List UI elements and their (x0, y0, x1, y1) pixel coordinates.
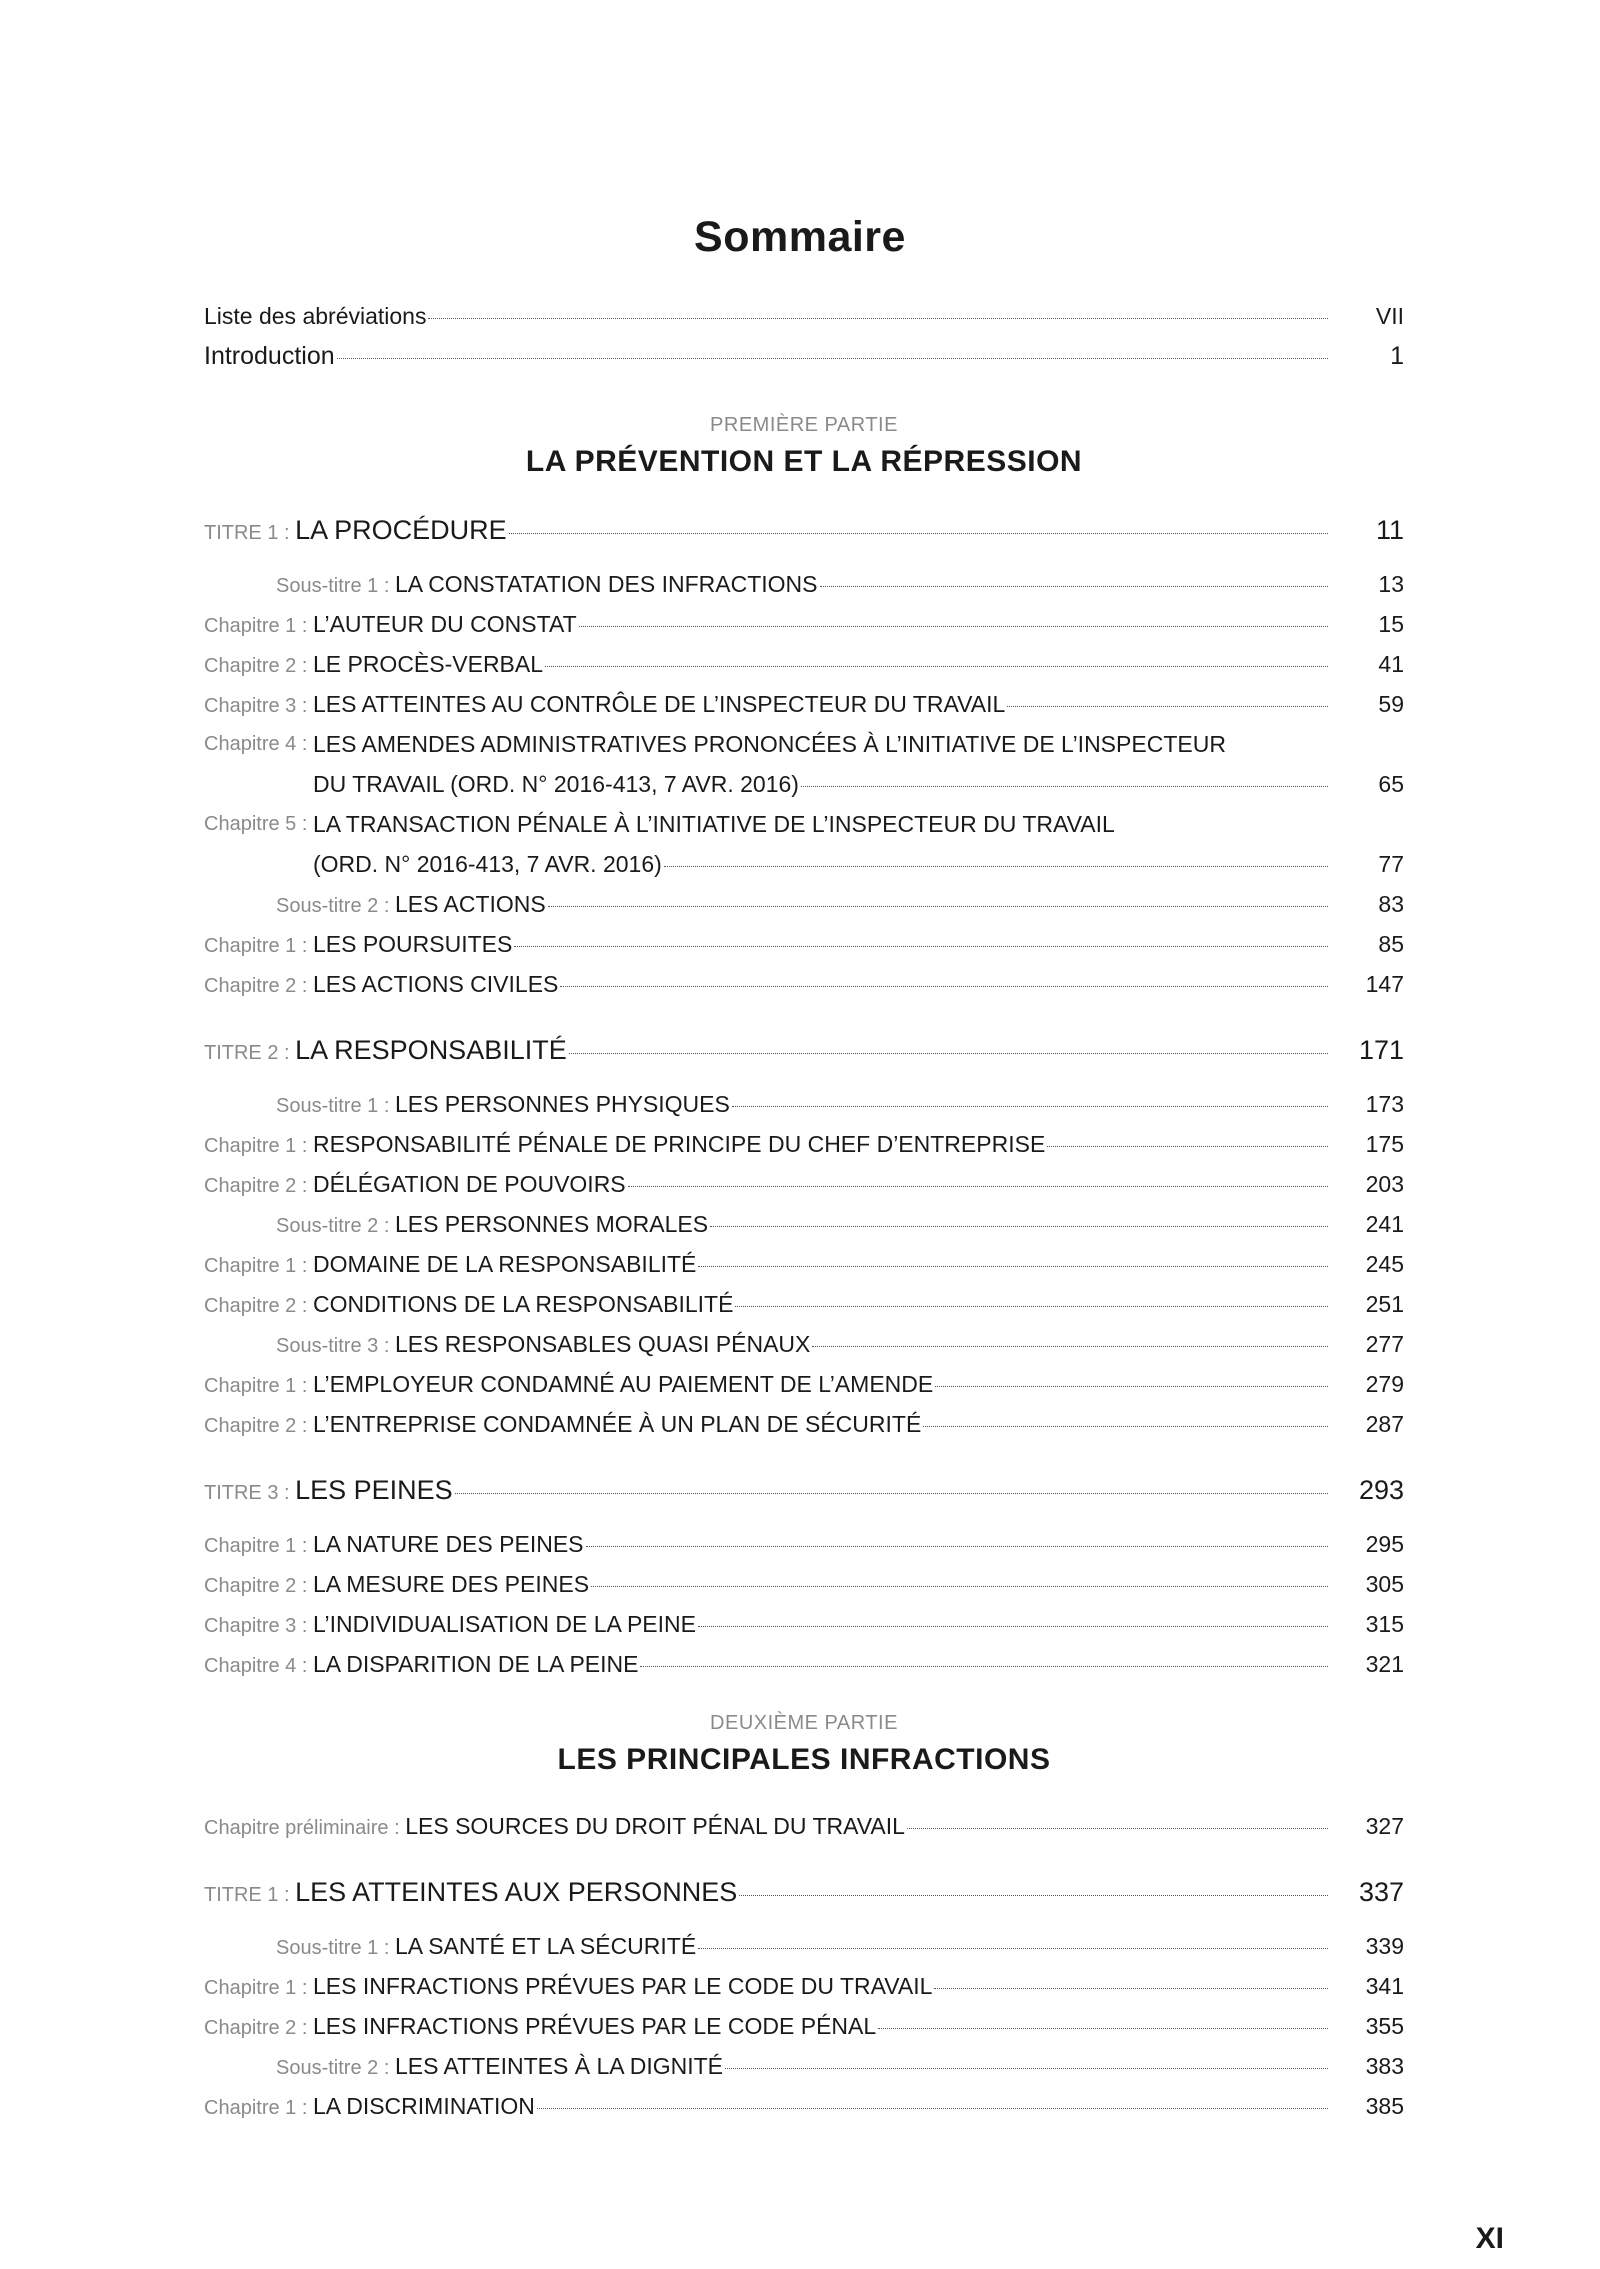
toc-entry-prefix: Chapitre 2 : (204, 975, 313, 997)
toc-page-number: 341 (1365, 1973, 1404, 1999)
toc-page-number: 171 (1358, 1035, 1404, 1065)
toc-entry-prefix: Chapitre 2 : (204, 1415, 313, 1437)
toc-page-number: 65 (1378, 771, 1404, 797)
toc-entry-prefix: Chapitre 2 : (204, 1295, 313, 1317)
toc-entry-prefix: Chapitre 2 : (204, 2017, 313, 2039)
toc-entry[interactable] (204, 1164, 1404, 1204)
toc-entry-label: L’ENTREPRISE CONDAMNÉE À UN PLAN DE SÉCURITÉ (312, 1411, 922, 1437)
toc-entry-prefix: Sous-titre 1 : (276, 1937, 395, 1959)
toc-entry-prefix: Chapitre 2 : (204, 655, 313, 677)
dot-leader (537, 2108, 1328, 2109)
toc-entry-prefix: Chapitre 1 : (204, 1375, 313, 1397)
toc-page-number: VII (1375, 303, 1404, 329)
dot-leader (698, 1266, 1328, 1267)
toc-entry[interactable] (204, 1524, 1404, 1564)
dot-leader (455, 1493, 1328, 1494)
dot-leader (812, 1346, 1328, 1347)
dot-leader (732, 1106, 1328, 1107)
toc-page-number: 385 (1365, 2093, 1404, 2119)
toc-entry-prefix: Chapitre 1 : (204, 1255, 313, 1277)
toc-entry-label: LES ATTEINTES AUX PERSONNES (295, 1877, 738, 1907)
toc-entry-label-line1: LES AMENDES ADMINISTRATIVES PRONONCÉES À L’INITIATIVE DE L’INSPECTEUR (312, 731, 1226, 757)
dot-leader (923, 1426, 1328, 1427)
toc-entry-prefix: Chapitre 2 : (204, 1175, 313, 1197)
toc-entry[interactable] (204, 1644, 1404, 1684)
toc-entry-prefix: Sous-titre 3 : (276, 1335, 395, 1357)
dot-leader (586, 1546, 1329, 1547)
toc-entry-label: LES PERSONNES PHYSIQUES (394, 1091, 730, 1117)
toc-entry-label: LES RESPONSABLES QUASI PÉNAUX (394, 1331, 811, 1357)
toc-entry-label: LES PERSONNES MORALES (394, 1211, 709, 1237)
toc-entry-prefix: Chapitre 1 : (204, 1135, 313, 1157)
dot-leader (579, 626, 1328, 627)
toc-entry[interactable] (204, 644, 1404, 684)
toc-page-number: 293 (1358, 1475, 1404, 1505)
part-title: LES PRINCIPALES INFRACTIONS (557, 1743, 1051, 1776)
toc-page-number: 383 (1365, 2053, 1404, 2079)
toc-entry-label: LA PROCÉDURE (295, 515, 507, 545)
toc-entry[interactable] (204, 884, 1404, 924)
toc-entry-abbreviations[interactable] (204, 296, 1404, 336)
toc-page-number: 77 (1378, 851, 1404, 877)
toc-entry-label: LES POURSUITES (312, 931, 513, 957)
toc-entry-label: L’EMPLOYEUR CONDAMNÉ AU PAIEMENT DE L’AMENDE (312, 1371, 934, 1397)
toc-page-number: 321 (1365, 1651, 1404, 1677)
toc-titre-responsabilite[interactable] (204, 1028, 1404, 1072)
toc-entry[interactable] (204, 1564, 1404, 1604)
page-title: Sommaire (694, 212, 906, 261)
toc-entry[interactable] (204, 1966, 1404, 2006)
toc-entry-prefix: Sous-titre 2 : (276, 1215, 395, 1237)
toc-entry-prefix: TITRE 2 : (204, 1042, 296, 1064)
toc-entry-prefix: Chapitre 3 : (204, 695, 313, 717)
toc-page-number: 337 (1358, 1877, 1404, 1907)
toc-entry-label: Liste des abréviations (204, 303, 427, 329)
toc-entry-label: RESPONSABILITÉ PÉNALE DE PRINCIPE DU CHEF D’ENTREPRISE (312, 1131, 1046, 1157)
toc-entry[interactable] (204, 1244, 1404, 1284)
toc-entry-preliminary[interactable] (204, 1806, 1404, 1846)
dot-leader (735, 1306, 1328, 1307)
toc-page-number: 241 (1365, 1211, 1404, 1237)
dot-leader (514, 946, 1328, 947)
toc-entry[interactable] (204, 2046, 1404, 2086)
toc-page-number: 59 (1378, 691, 1404, 717)
toc-page-number: 203 (1365, 1171, 1404, 1197)
dot-leader (545, 666, 1328, 667)
toc-page-number: 147 (1365, 971, 1404, 997)
toc-page-number: 327 (1365, 1813, 1404, 1839)
toc-page-number: 279 (1365, 1371, 1404, 1397)
toc-entry-prefix: Chapitre 1 : (204, 615, 313, 637)
dot-leader (591, 1586, 1328, 1587)
toc-entry-label: LA RESPONSABILITÉ (295, 1035, 567, 1065)
toc-entry-prefix: TITRE 1 : (204, 1884, 296, 1906)
dot-leader (698, 1626, 1328, 1627)
toc-entry-prefix: Sous-titre 2 : (276, 895, 395, 917)
dot-leader (509, 533, 1328, 534)
toc-entry-prefix: Chapitre 1 : (204, 1977, 313, 1999)
dot-leader (1007, 706, 1328, 707)
toc-page-number: 1 (1390, 342, 1404, 370)
table-of-contents (204, 296, 1404, 2126)
dot-leader (569, 1053, 1328, 1054)
toc-page-number: 277 (1365, 1331, 1404, 1357)
toc-page-number: 85 (1378, 931, 1404, 957)
toc-titre-atteintes-personnes[interactable] (204, 1870, 1404, 1914)
toc-entry[interactable] (204, 1604, 1404, 1644)
toc-page-number: 251 (1365, 1291, 1404, 1317)
toc-entry-prefix: Chapitre 4 : (204, 1655, 313, 1677)
toc-entry-label: DOMAINE DE LA RESPONSABILITÉ (312, 1251, 697, 1277)
toc-entry-multiline[interactable] (204, 724, 1404, 804)
toc-entry-prefix: Chapitre 1 : (204, 935, 313, 957)
toc-page-number: 339 (1365, 1933, 1404, 1959)
toc-page-number: 175 (1365, 1131, 1404, 1157)
toc-entry[interactable] (204, 1404, 1404, 1444)
toc-entry-prefix: Chapitre préliminaire : (204, 1817, 406, 1839)
toc-entry-label: LES ATTEINTES À LA DIGNITÉ (394, 2053, 723, 2079)
toc-entry-label: LES SOURCES DU DROIT PÉNAL DU TRAVAIL (405, 1813, 905, 1839)
part-title: LA PRÉVENTION ET LA RÉPRESSION (525, 445, 1083, 478)
toc-entry-label: LA NATURE DES PEINES (312, 1531, 584, 1557)
dot-leader (710, 1226, 1328, 1227)
toc-entry-label: LES INFRACTIONS PRÉVUES PAR LE CODE DU TRAVAIL (312, 1973, 933, 1999)
dot-leader (1047, 1146, 1328, 1147)
dot-leader (337, 358, 1328, 359)
dot-leader (934, 1988, 1328, 1989)
toc-page-number: 11 (1375, 515, 1404, 545)
toc-page-number: 173 (1365, 1091, 1404, 1117)
toc-entry-label: L’INDIVIDUALISATION DE LA PEINE (312, 1611, 696, 1637)
dot-leader (664, 866, 1328, 867)
toc-entry[interactable] (204, 924, 1404, 964)
toc-entry-label-line2: (ORD. N° 2016-413, 7 AVR. 2016) (312, 851, 662, 877)
toc-entry-label: L’AUTEUR DU CONSTAT (312, 611, 577, 637)
toc-entry-label: CONDITIONS DE LA RESPONSABILITÉ (312, 1291, 734, 1317)
toc-page-number: 83 (1378, 891, 1404, 917)
toc-entry[interactable] (204, 964, 1404, 1004)
dot-leader (801, 786, 1328, 787)
toc-entry[interactable] (204, 1084, 1404, 1124)
toc-entry-label: LA DISCRIMINATION (312, 2093, 535, 2119)
toc-entry-label-line2: DU TRAVAIL (ORD. N° 2016-413, 7 AVR. 2016) (312, 771, 799, 797)
toc-entry-prefix: Chapitre 2 : (204, 1575, 313, 1597)
dot-leader (935, 1386, 1328, 1387)
toc-entry[interactable] (204, 1204, 1404, 1244)
toc-page-number: 315 (1365, 1611, 1404, 1637)
toc-entry-prefix: Chapitre 1 : (204, 1535, 313, 1557)
dot-leader (428, 318, 1328, 319)
dot-leader (698, 1948, 1328, 1949)
toc-entry-prefix: TITRE 3 : (204, 1482, 296, 1504)
toc-page-number: 15 (1378, 611, 1404, 637)
toc-page-number: 41 (1378, 651, 1404, 677)
dot-leader (560, 986, 1328, 987)
toc-entry-multiline[interactable] (204, 804, 1404, 884)
dot-leader (820, 586, 1329, 587)
toc-entry[interactable] (204, 2006, 1404, 2046)
toc-entry-prefix: Sous-titre 2 : (276, 2057, 395, 2079)
toc-entry-label: LES INFRACTIONS PRÉVUES PAR LE CODE PÉNAL (312, 2013, 877, 2039)
toc-entry-label: LA CONSTATATION DES INFRACTIONS (394, 571, 818, 597)
toc-page-number: 355 (1365, 2013, 1404, 2039)
toc-entry[interactable] (204, 1926, 1404, 1966)
toc-entry-label: LES ATTEINTES AU CONTRÔLE DE L’INSPECTEUR DU TRAVAIL (312, 691, 1006, 717)
dot-leader (548, 906, 1328, 907)
toc-entry-label: LA SANTÉ ET LA SÉCURITÉ (394, 1933, 697, 1959)
page-folio: XI (1475, 2222, 1504, 2255)
dot-leader (725, 2068, 1328, 2069)
toc-entry-label: LE PROCÈS-VERBAL (312, 651, 544, 677)
toc-entry[interactable] (204, 1284, 1404, 1324)
toc-entry-label: Introduction (204, 342, 335, 370)
dot-leader (628, 1186, 1328, 1187)
toc-entry-label-line1: LA TRANSACTION PÉNALE À L’INITIATIVE DE L’INSPECTEUR DU TRAVAIL (312, 811, 1115, 837)
toc-entry-label: LES ACTIONS (394, 891, 546, 917)
dot-leader (739, 1895, 1328, 1896)
toc-entry-label: LA DISPARITION DE LA PEINE (312, 1651, 639, 1677)
toc-entry[interactable] (204, 1364, 1404, 1404)
toc-entry-label: LES PEINES (295, 1475, 453, 1505)
toc-entry-prefix: Sous-titre 1 : (276, 575, 395, 597)
toc-entry-prefix: Chapitre 4 : (204, 733, 313, 755)
toc-entry[interactable] (204, 2086, 1404, 2126)
toc-entry-prefix: TITRE 1 : (204, 522, 296, 544)
toc-entry[interactable] (204, 604, 1404, 644)
toc-entry[interactable] (204, 684, 1404, 724)
toc-page-number: 245 (1365, 1251, 1404, 1277)
toc-entry-prefix: Chapitre 1 : (204, 2097, 313, 2119)
dot-leader (907, 1828, 1328, 1829)
toc-entry-label: LES ACTIONS CIVILES (312, 971, 559, 997)
toc-entry-prefix: Chapitre 5 : (204, 813, 313, 835)
toc-entry[interactable] (204, 1324, 1404, 1364)
toc-page-number: 305 (1365, 1571, 1404, 1597)
toc-entry[interactable] (204, 1124, 1404, 1164)
toc-entry-label: LA MESURE DES PEINES (312, 1571, 590, 1597)
toc-titre-peines[interactable] (204, 1468, 1404, 1512)
dot-leader (878, 2028, 1328, 2029)
toc-page-number: 287 (1365, 1411, 1404, 1437)
toc-page-number: 295 (1365, 1531, 1404, 1557)
toc-entry-prefix: Chapitre 3 : (204, 1615, 313, 1637)
toc-entry-prefix: Sous-titre 1 : (276, 1095, 395, 1117)
toc-page-number: 13 (1378, 571, 1404, 597)
toc-entry[interactable] (204, 564, 1404, 604)
toc-entry-label: DÉLÉGATION DE POUVOIRS (312, 1171, 626, 1197)
dot-leader (640, 1666, 1328, 1667)
part-label: PREMIÈRE PARTIE (710, 414, 898, 436)
part-label: DEUXIÈME PARTIE (710, 1712, 898, 1734)
toc-titre-procedure[interactable] (204, 508, 1404, 552)
toc-entry-introduction[interactable] (204, 336, 1404, 376)
